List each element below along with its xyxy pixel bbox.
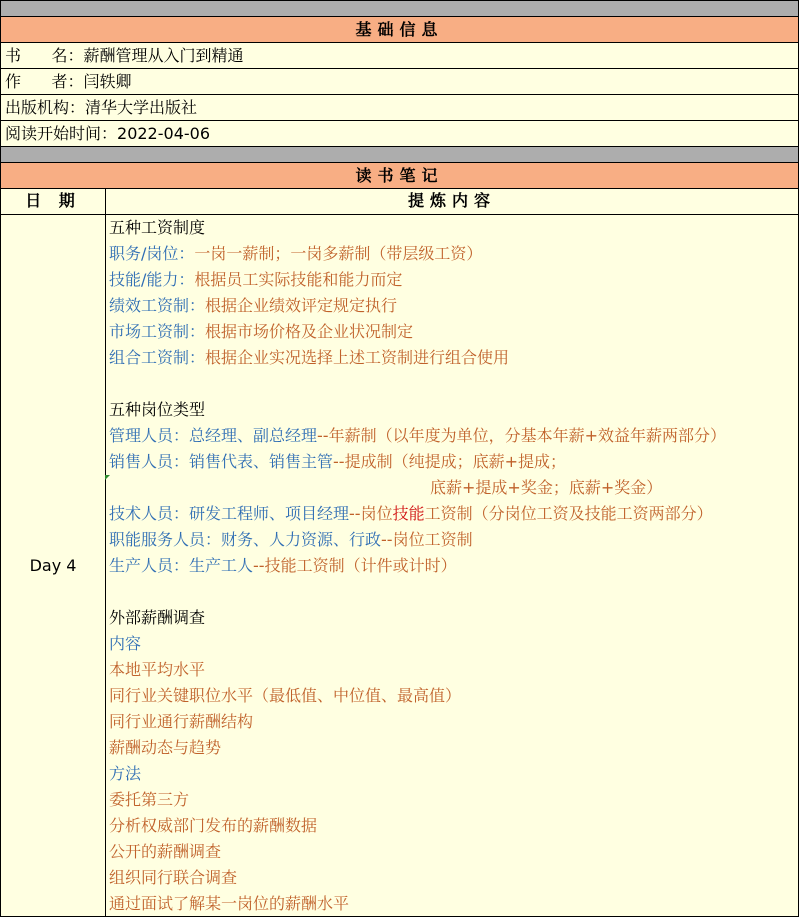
note-line: 组织同行联合调查: [109, 868, 238, 887]
note-line: 同行业通行薪酬结构: [109, 712, 254, 731]
note-line: 技术人员：研发工程师、项目经理--岗位技能工资制（分岗位工资及技能工资两部分）: [109, 504, 713, 523]
note-line: 职务/岗位：一岗一薪制；一岗多薪制（带层级工资）: [109, 244, 483, 263]
note-line: 生产人员：生产工人--技能工资制（计件或计时）: [109, 556, 457, 575]
note-line: 销售人员：销售代表、销售主管--提成制（纯提成；底薪+提成；: [109, 452, 566, 471]
publisher-value: 清华大学出版社: [85, 98, 198, 117]
content-column-header[interactable]: 提炼内容: [407, 191, 496, 210]
start-date-row[interactable]: [0, 121, 799, 147]
date-column-header[interactable]: 日 期: [1, 189, 106, 214]
notes-content-cell[interactable]: [109, 215, 794, 917]
author-row[interactable]: [0, 69, 799, 95]
note-line: 管理人员：总经理、副总经理--年薪制（以年度为单位，分基本年薪+效益年薪两部分）: [109, 426, 726, 445]
author-value: 闫轶卿: [83, 72, 132, 91]
note-line: 方法: [109, 764, 142, 783]
note-line: 内容: [109, 634, 142, 653]
publisher-label: 出版机构：: [5, 98, 86, 117]
note-line: 底薪+提成+奖金；底薪+奖金）: [430, 478, 663, 497]
note-line: 五种岗位类型: [109, 400, 206, 419]
reading-notes-header[interactable]: 读书笔记: [0, 163, 799, 189]
spacer-bar-top: [0, 0, 799, 17]
book-title-row[interactable]: [0, 43, 799, 69]
note-line: 薪酬动态与趋势: [109, 738, 222, 757]
author-label: 作 者：: [5, 72, 84, 91]
basic-info-header[interactable]: 基础信息: [0, 17, 799, 43]
note-line: 分析权威部门发布的薪酬数据: [109, 816, 318, 835]
note-line: 技能/能力：根据员工实际技能和能力而定: [109, 270, 403, 289]
note-line: 通过面试了解某一岗位的薪酬水平: [109, 894, 350, 913]
start-date-value: 2022-04-06: [117, 124, 210, 143]
start-date-label: 阅读开始时间：: [5, 124, 118, 143]
note-line: 同行业关键职位水平（最低值、中位值、最高值）: [109, 686, 462, 705]
book-title-label: 书 名：: [5, 46, 84, 65]
note-line: 市场工资制：根据市场价格及企业状况制定: [109, 322, 414, 341]
notes-body-row: [0, 215, 799, 917]
note-line: 组合工资制：根据企业实况选择上述工资制进行组合使用: [109, 348, 510, 367]
note-line: 委托第三方: [109, 790, 190, 809]
publisher-row[interactable]: [0, 95, 799, 121]
spacer-bar-middle: [0, 147, 799, 163]
day-label: Day 4: [29, 556, 77, 575]
note-line: 绩效工资制：根据企业绩效评定规定执行: [109, 296, 398, 315]
note-blank-line: [109, 371, 794, 397]
note-line: 公开的薪酬调查: [109, 842, 222, 861]
note-line: 职能服务人员：财务、人力资源、行政--岗位工资制: [109, 530, 473, 549]
day-cell[interactable]: [1, 215, 106, 916]
note-line: 本地平均水平: [109, 660, 206, 679]
note-blank-line: [109, 579, 794, 605]
book-title-value: 薪酬管理从入门到精通: [83, 46, 244, 65]
note-line: 外部薪酬调查: [109, 608, 206, 627]
column-header-row: [0, 189, 799, 215]
note-line: 五种工资制度: [109, 218, 206, 237]
